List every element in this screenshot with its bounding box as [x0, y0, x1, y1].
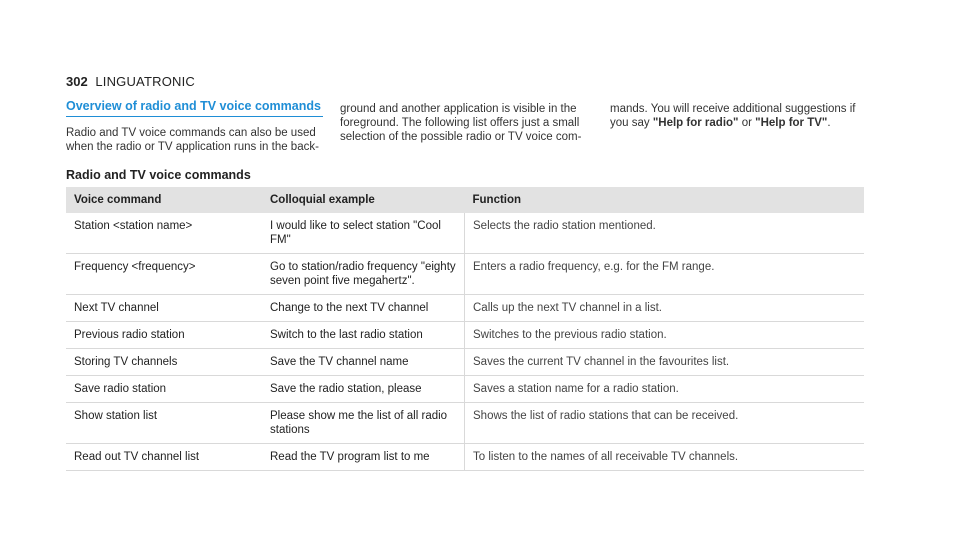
help-tv-command: "Help for TV"	[755, 117, 828, 129]
voice-command-cell: Read out TV channel list	[66, 444, 262, 471]
section-title: Overview of radio and TV voice commands	[66, 99, 323, 117]
function-cell: Saves the current TV channel in the favourites list.	[465, 349, 865, 376]
example-cell: Change to the next TV channel	[262, 295, 465, 322]
function-cell: Selects the radio station mentioned.	[465, 213, 865, 254]
header-colloquial-example: Colloquial example	[262, 187, 465, 213]
voice-command-cell: Previous radio station	[66, 322, 262, 349]
header-function: Function	[465, 187, 865, 213]
voice-command-cell: Save radio station	[66, 376, 262, 403]
example-cell: Go to station/radio frequency "eighty seven point five megahertz".	[262, 254, 465, 295]
voice-command-cell: Storing TV channels	[66, 349, 262, 376]
voice-commands-table	[66, 187, 864, 471]
function-cell: Shows the list of radio stations that can be received.	[465, 403, 865, 444]
intro-column-2: ground and another application is visible in the foreground. The following list offers just a small selection of the possible radio or TV voice com-	[340, 103, 582, 143]
voice-command-cell: Show station list	[66, 403, 262, 444]
function-cell: To listen to the names of all receivable TV channels.	[465, 444, 865, 471]
example-cell: Save the radio station, please	[262, 376, 465, 403]
table-title: Radio and TV voice commands	[66, 168, 251, 182]
intro-column-1: Radio and TV voice commands can also be used when the radio or TV application runs in the back-	[66, 127, 319, 153]
page-header	[66, 74, 195, 89]
chapter-title: LINGUATRONIC	[95, 74, 195, 89]
intro-text-end: .	[827, 117, 831, 129]
table-row	[66, 349, 864, 376]
table-row	[66, 213, 864, 254]
example-cell: I would like to select station "Cool FM"	[262, 213, 465, 254]
function-cell: Calls up the next TV channel in a list.	[465, 295, 865, 322]
page-number: 302	[66, 74, 88, 89]
table-row	[66, 444, 864, 471]
function-cell: Enters a radio frequency, e.g. for the FM range.	[465, 254, 865, 295]
example-cell: Please show me the list of all radio stations	[262, 403, 465, 444]
header-voice-command: Voice command	[66, 187, 262, 213]
table-header-row	[66, 187, 864, 213]
table-row	[66, 376, 864, 403]
voice-command-cell: Next TV channel	[66, 295, 262, 322]
table-row	[66, 254, 864, 295]
voice-command-cell: Frequency <frequency>	[66, 254, 262, 295]
table-row	[66, 295, 864, 322]
example-cell: Switch to the last radio station	[262, 322, 465, 349]
table-row	[66, 322, 864, 349]
intro-text-or: or	[738, 117, 756, 129]
table-row	[66, 403, 864, 444]
intro-column-3	[610, 102, 870, 130]
intro-text: mands. You will receive additional suggestions if you say	[610, 103, 856, 129]
help-radio-command: "Help for radio"	[652, 117, 739, 129]
function-cell: Switches to the previous radio station.	[465, 322, 865, 349]
example-cell: Read the TV program list to me	[262, 444, 465, 471]
voice-command-cell: Station <station name>	[66, 213, 262, 254]
example-cell: Save the TV channel name	[262, 349, 465, 376]
function-cell: Saves a station name for a radio station.	[465, 376, 865, 403]
